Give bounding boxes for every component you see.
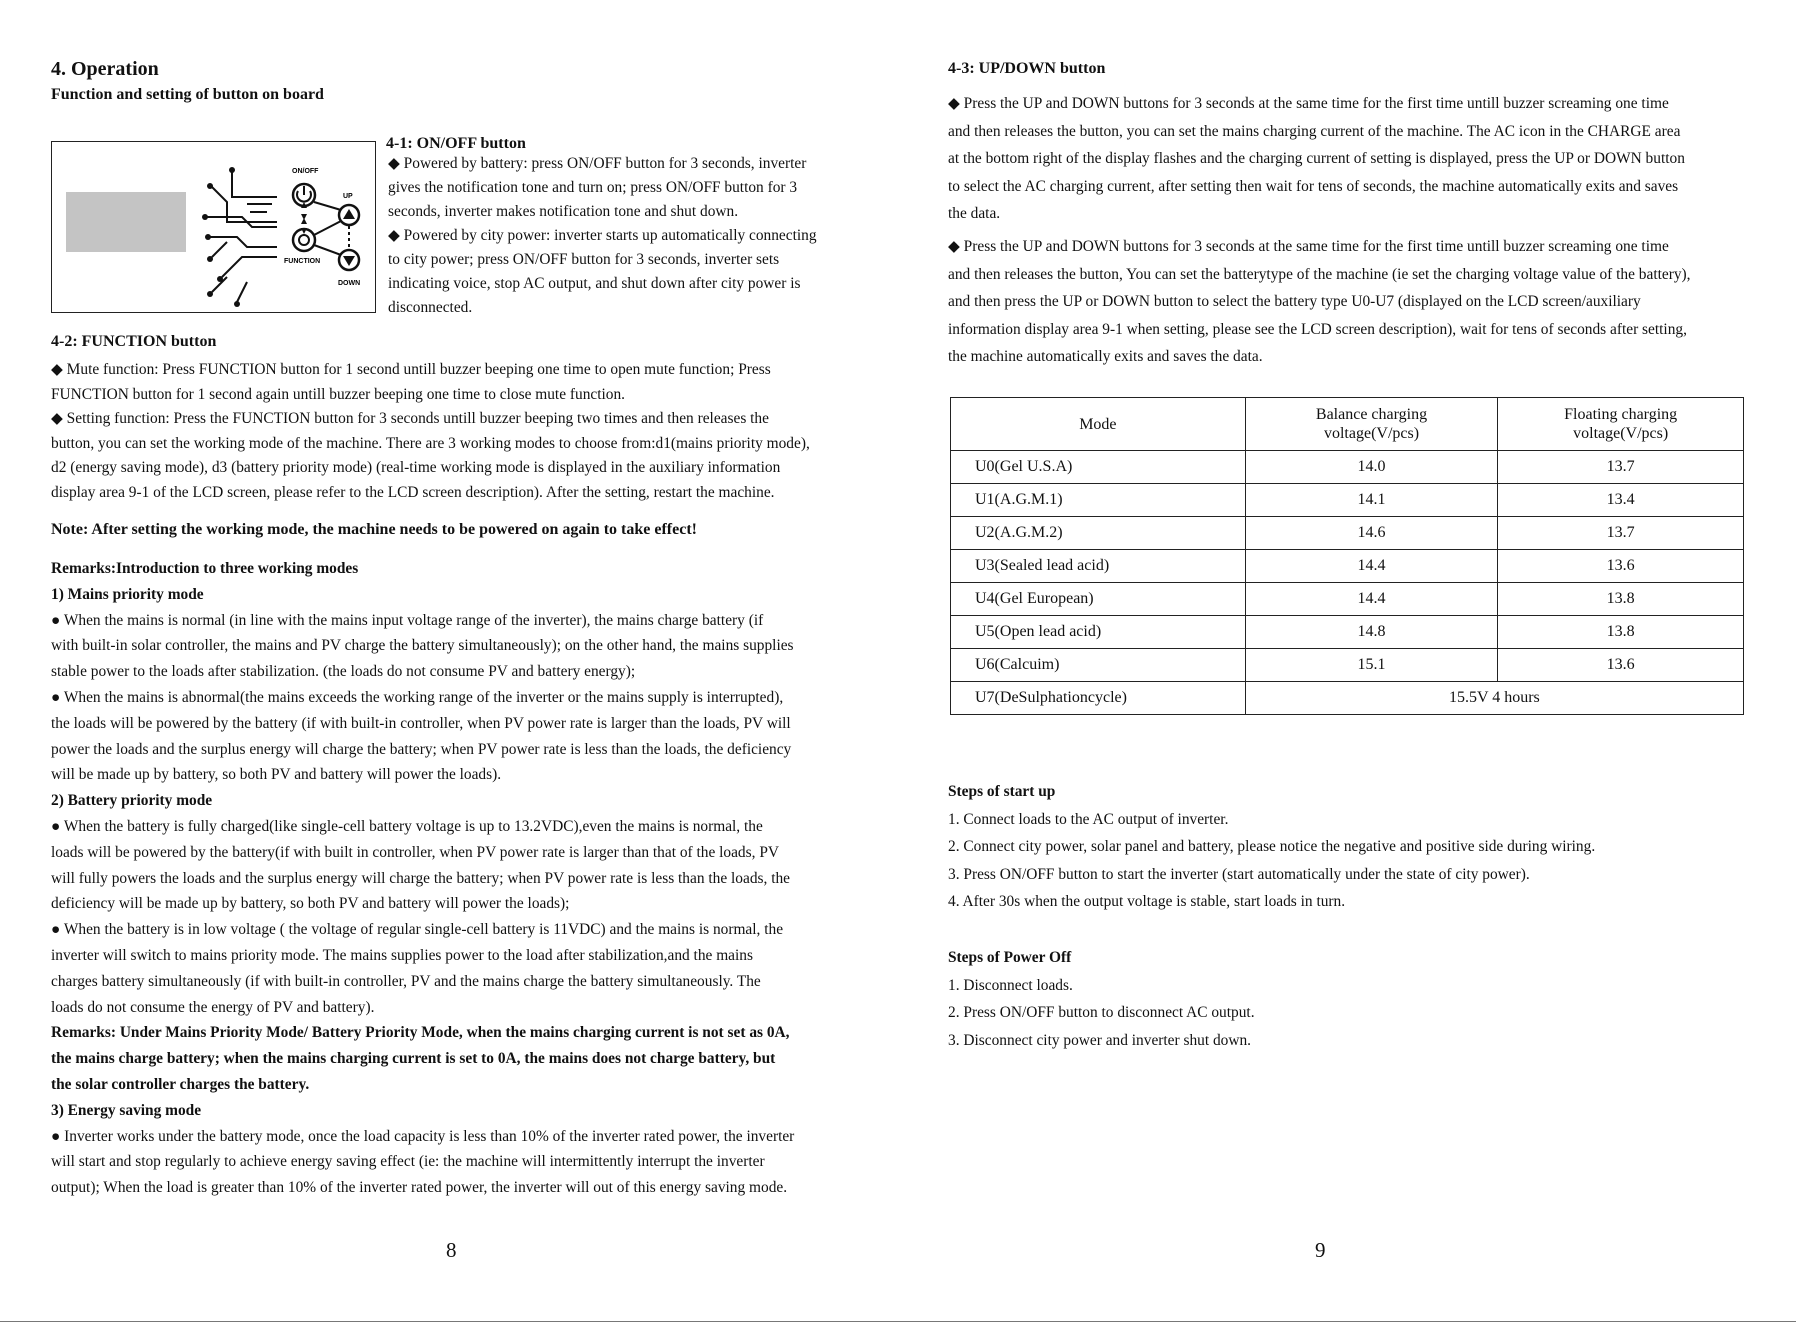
floating-voltage-cell: 13.6 xyxy=(1498,649,1744,682)
down-button-icon xyxy=(339,250,359,270)
list-item: 4. After 30s when the output voltage is stable, start loads in turn. xyxy=(948,893,1346,911)
text-line: ● When the battery is in low voltage ( the voltage of regular single-cell battery is 11VDC) and the mains is normal, the xyxy=(51,921,784,939)
floating-voltage-cell: 13.4 xyxy=(1498,484,1744,517)
button-board-diagram xyxy=(51,141,376,313)
column-header: Mode xyxy=(951,398,1246,451)
text-line: ● Inverter works under the battery mode, once the load capacity is less than 10% of the inverter rated power, the inverter xyxy=(51,1127,795,1145)
text-line: stable power to the loads after stabilization. (the loads do not consume PV and battery energy); xyxy=(51,663,636,681)
text-line: ◆ Powered by city power: inverter starts up automatically connecting xyxy=(388,227,817,244)
text-line: indicating voice, stop AC output, and shut down after city power is xyxy=(388,275,801,292)
text-line: will fully powers the loads and the surplus energy will charge the battery; when PV power rate is less than the loads, the xyxy=(51,869,791,887)
updown-button-heading: 4-3: UP/DOWN button xyxy=(948,60,1106,77)
page-number: 9 xyxy=(1315,1238,1326,1262)
text-line: at the bottom right of the display flashes and the charging current of setting is displayed, press the UP or DOWN button xyxy=(948,150,1685,168)
onoff-button-text xyxy=(388,152,868,320)
text-line: button, you can set the working mode of the machine. There are 3 working modes to choose from:d1(mains priority mode), xyxy=(51,434,810,452)
floating-voltage-cell: 13.7 xyxy=(1498,517,1744,550)
bold-remark-line: Remarks: Under Mains Priority Mode/ Battery Priority Mode, when the mains charging current is not set as 0A, xyxy=(51,1024,790,1042)
text-line: the loads will be powered by the battery (if with built-in controller, when PV power rate is larger than the loads, PV will xyxy=(51,714,791,732)
function-label: FUNCTION xyxy=(284,258,321,265)
mode1-title: 1) Mains priority mode xyxy=(51,585,204,603)
table-row xyxy=(951,583,1744,616)
list-item: 2. Press ON/OFF button to disconnect AC output. xyxy=(948,1004,1255,1022)
balance-voltage-cell: 15.1 xyxy=(1245,649,1498,682)
mode-cell: U3(Sealed lead acid) xyxy=(951,550,1246,583)
section-subtitle: Function and setting of button on board xyxy=(51,86,324,103)
text-line: seconds, inverter makes notification tone and shut down. xyxy=(388,203,739,220)
balance-voltage-cell: 14.4 xyxy=(1245,583,1498,616)
column-header: Balance charging voltage(V/pcs) xyxy=(1245,398,1498,451)
balance-voltage-cell: 14.8 xyxy=(1245,616,1498,649)
remarks-section xyxy=(51,556,881,1201)
text-line: ◆ Press the UP and DOWN buttons for 3 seconds at the same time for the first time untill buzzer screaming one time xyxy=(948,95,1669,112)
text-line: output); When the load is greater than 10% of the inverter rated power, the inverter will out of this energy saving mode. xyxy=(51,1179,788,1197)
balance-voltage-cell: 14.0 xyxy=(1245,451,1498,484)
table-row xyxy=(951,517,1744,550)
remarks-heading: Remarks:Introduction to three working modes xyxy=(51,560,359,577)
table-row xyxy=(951,682,1744,715)
text-line: power the loads and the surplus energy will charge the battery; when PV power rate is less than the loads, the deficiency xyxy=(51,740,792,758)
text-line: ◆ Mute function: Press FUNCTION button for 1 second untill buzzer beeping one time to open mute function; Press xyxy=(51,361,771,378)
list-item: 2. Connect city power, solar panel and battery, please notice the negative and positive side during wiring. xyxy=(948,838,1596,856)
text-line: charges battery simultaneously (if with built-in controller, PV and the mains charge the battery simultaneously. The xyxy=(51,972,761,990)
floating-voltage-cell: 13.8 xyxy=(1498,583,1744,616)
text-line: ● When the mains is abnormal(the mains exceeds the working range of the inverter or the mains supply is interrupted), xyxy=(51,688,784,706)
table-row xyxy=(951,550,1744,583)
text-line: will start and stop regularly to achieve energy saving effect (ie: the machine will intermittently interrupt the inverter xyxy=(51,1153,765,1171)
startup-heading: Steps of start up xyxy=(948,783,1056,800)
table-header-row xyxy=(951,398,1744,451)
battery-type-text xyxy=(948,233,1796,371)
text-line: FUNCTION button for 1 second again untill buzzer beeping one time to close mute function. xyxy=(51,385,626,403)
text-line: and then releases the button, you can set the mains charging current of the machine. The AC icon in the CHARGE area xyxy=(948,122,1681,140)
balance-voltage-cell: 14.4 xyxy=(1245,550,1498,583)
text-line: gives the notification tone and turn on; press ON/OFF button for 3 xyxy=(388,179,798,196)
bold-remark-line: the mains charge battery; when the mains charging current is set to 0A, the mains does not charge battery, but xyxy=(51,1050,776,1068)
text-line: ◆ Press the UP and DOWN buttons for 3 seconds at the same time for the first time untill buzzer screaming one time xyxy=(948,238,1669,255)
table-row xyxy=(951,484,1744,517)
right-page xyxy=(898,0,1796,1324)
startup-steps xyxy=(948,778,1788,916)
section-title: 4. Operation xyxy=(51,58,159,80)
page-number: 8 xyxy=(446,1238,457,1262)
text-line: the machine automatically exits and saves the data. xyxy=(948,348,1263,366)
column-header: Floating charging voltage(V/pcs) xyxy=(1498,398,1744,451)
onoff-button-heading: 4-1: ON/OFF button xyxy=(386,135,526,152)
text-line: ● When the battery is fully charged(like single-cell battery voltage is up to 13.2VDC),even the mains is normal, the xyxy=(51,817,763,835)
circuit-illustration xyxy=(52,142,377,314)
text-line: and then press the UP or DOWN button to select the battery type U0-U7 (displayed on the LCD screen/auxiliary xyxy=(948,293,1641,311)
text-line: information display area 9-1 when setting, please see the LCD screen description), wait for tens of seconds after setting, xyxy=(948,320,1687,338)
mode2-title: 2) Battery priority mode xyxy=(51,792,213,810)
mode-cell: U7(DeSulphationcycle) xyxy=(951,682,1246,715)
down-label: DOWN xyxy=(338,280,361,287)
mode-cell: U4(Gel European) xyxy=(951,583,1246,616)
text-line: ◆ Powered by battery: press ON/OFF button for 3 seconds, inverter xyxy=(388,155,807,172)
text-line: ● When the mains is normal (in line with the mains input voltage range of the inverter), the mains charge battery (if xyxy=(51,611,764,629)
table-row xyxy=(951,649,1744,682)
text-line: disconnected. xyxy=(388,299,473,316)
mode-cell: U0(Gel U.S.A) xyxy=(951,451,1246,484)
list-item: 1. Connect loads to the AC output of inverter. xyxy=(948,810,1229,828)
text-line: deficiency will be made up by battery, so both PV and battery will power the loads); xyxy=(51,895,570,913)
table-row xyxy=(951,451,1744,484)
text-line: loads will be powered by the battery(if with built in controller, when PV power rate is larger than that of the loads, PV xyxy=(51,843,779,861)
bold-remark-line: the solar controller charges the battery. xyxy=(51,1075,310,1093)
floating-voltage-cell: 13.6 xyxy=(1498,550,1744,583)
floating-voltage-cell: 13.8 xyxy=(1498,616,1744,649)
text-line: will be made up by battery, so both PV and battery will power the loads). xyxy=(51,766,502,784)
battery-type-table xyxy=(950,397,1744,715)
text-line: and then releases the button, You can set the batterytype of the machine (ie set the charging voltage value of the battery), xyxy=(948,265,1691,283)
balance-voltage-cell: 14.6 xyxy=(1245,517,1498,550)
desulphation-value-cell: 15.5V 4 hours xyxy=(1245,682,1743,715)
text-line: the data. xyxy=(948,205,1001,223)
poweroff-steps xyxy=(948,944,1788,1054)
mode-cell: U2(A.G.M.2) xyxy=(951,517,1246,550)
table-row xyxy=(951,616,1744,649)
text-line: display area 9-1 of the LCD screen, please refer to the LCD screen description). After the setting, restart the machine. xyxy=(51,483,775,501)
list-item: 3. Disconnect city power and inverter shut down. xyxy=(948,1031,1252,1049)
list-item: 1. Disconnect loads. xyxy=(948,976,1073,994)
bottom-rule xyxy=(0,1321,1796,1322)
mode-cell: U1(A.G.M.1) xyxy=(951,484,1246,517)
up-label: UP xyxy=(343,193,353,200)
up-button-icon xyxy=(339,205,359,225)
function-button-heading: 4-2: FUNCTION button xyxy=(51,333,217,350)
floating-voltage-cell: 13.7 xyxy=(1498,451,1744,484)
mode-cell: U6(Calcuim) xyxy=(951,649,1246,682)
mode3-title: 3) Energy saving mode xyxy=(51,1101,202,1119)
poweroff-heading: Steps of Power Off xyxy=(948,949,1072,966)
text-line: with built-in solar controller, the mains and PV charge the battery simultaneously); on the other hand, the mains supplies xyxy=(51,637,794,655)
working-mode-note: Note: After setting the working mode, the machine needs to be powered on again to take effect! xyxy=(51,521,697,538)
text-line: to select the AC charging current, after setting then wait for tens of seconds, the machine automatically exits and saves xyxy=(948,177,1679,195)
list-item: 3. Press ON/OFF button to start the inverter (start automatically under the state of city power). xyxy=(948,865,1530,883)
balance-voltage-cell: 14.1 xyxy=(1245,484,1498,517)
mode-cell: U5(Open lead acid) xyxy=(951,616,1246,649)
text-line: d2 (energy saving mode), d3 (battery priority mode) (real-time working mode is displayed in the auxiliary information xyxy=(51,459,781,477)
function-button-text xyxy=(51,358,871,506)
text-line: loads do not consume the energy of PV and battery). xyxy=(51,998,375,1016)
text-line: inverter will switch to mains priority mode. The mains supplies power to the load after stabilization,and the mains xyxy=(51,946,753,964)
updown-button-text xyxy=(948,90,1788,228)
text-line: to city power; press ON/OFF button for 3 seconds, inverter sets xyxy=(388,251,780,268)
text-line: ◆ Setting function: Press the FUNCTION button for 3 seconds untill buzzer beeping two times and then releases the xyxy=(51,410,769,428)
onoff-label: ON/OFF xyxy=(292,168,319,175)
